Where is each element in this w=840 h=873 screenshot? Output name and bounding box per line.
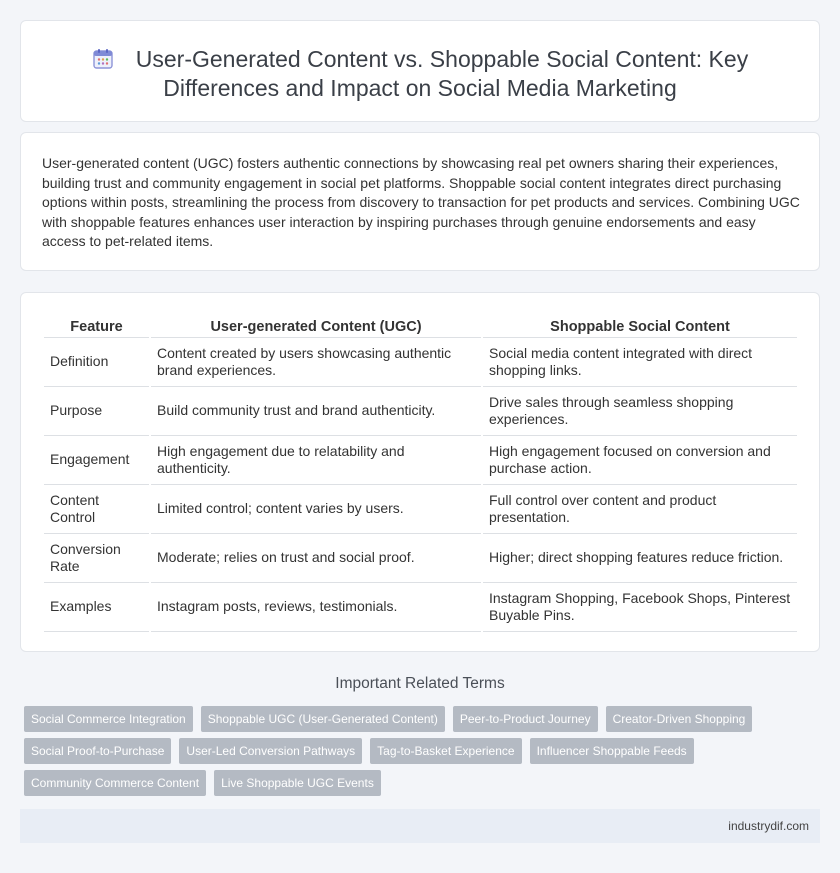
shoppable-cell: Higher; direct shopping features reduce friction. bbox=[483, 534, 797, 583]
ugc-cell: Moderate; relies on trust and social proof. bbox=[151, 534, 481, 583]
related-term-tag[interactable]: Peer-to-Product Journey bbox=[453, 706, 598, 732]
footer bbox=[20, 809, 820, 843]
footer-site-link[interactable]: industrydif.com bbox=[728, 819, 809, 833]
shoppable-cell: Drive sales through seamless shopping experiences. bbox=[483, 387, 797, 436]
page-title bbox=[21, 45, 819, 103]
feature-cell: Purpose bbox=[44, 387, 149, 436]
shoppable-cell: High engagement focused on conversion and purchase action. bbox=[483, 436, 797, 485]
header-feature: Feature bbox=[44, 316, 149, 338]
table-row bbox=[44, 338, 797, 387]
feature-cell: Content Control bbox=[44, 485, 149, 534]
table-row bbox=[44, 387, 797, 436]
table-row bbox=[44, 436, 797, 485]
comparison-table bbox=[42, 316, 799, 632]
title-line-1: User-Generated Content vs. Shoppable Social Content: Key bbox=[135, 46, 749, 72]
feature-cell: Engagement bbox=[44, 436, 149, 485]
ugc-cell: High engagement due to relatability and authenticity. bbox=[151, 436, 481, 485]
related-term-tag[interactable]: Social Proof-to-Purchase bbox=[24, 738, 171, 764]
related-term-tag[interactable]: Creator-Driven Shopping bbox=[606, 706, 753, 732]
related-term-tag[interactable]: User-Led Conversion Pathways bbox=[179, 738, 362, 764]
comparison-card bbox=[20, 292, 820, 652]
related-term-tag[interactable]: Influencer Shoppable Feeds bbox=[530, 738, 694, 764]
ugc-cell: Limited control; content varies by users. bbox=[151, 485, 481, 534]
table-row bbox=[44, 485, 797, 534]
table-row bbox=[44, 583, 797, 632]
shoppable-cell: Social media content integrated with direct shopping links. bbox=[483, 338, 797, 387]
feature-cell: Definition bbox=[44, 338, 149, 387]
related-term-tag[interactable]: Live Shoppable UGC Events bbox=[214, 770, 381, 796]
related-term-tag[interactable]: Social Commerce Integration bbox=[24, 706, 193, 732]
related-terms-list bbox=[24, 706, 804, 802]
related-terms-heading: Important Related Terms bbox=[335, 675, 505, 692]
intro-paragraph: User-generated content (UGC) fosters authentic connections by showcasing real pet owners sharing their experiences, building trust and community engagement in social pet platforms. Shoppable social content integrates direct purchasing options within posts, streamlining the process from discovery to transaction for pet products and services. Combining UGC with shoppable features enhances user interaction by inspiring purchases through genuine endorsements and easy access to pet-related items. bbox=[42, 155, 800, 250]
title-line-2: Differences and Impact on Social Media Marketing bbox=[163, 75, 677, 101]
related-term-tag[interactable]: Tag-to-Basket Experience bbox=[370, 738, 521, 764]
header-shoppable: Shoppable Social Content bbox=[483, 316, 797, 338]
ugc-cell: Build community trust and brand authenticity. bbox=[151, 387, 481, 436]
shoppable-cell: Instagram Shopping, Facebook Shops, Pinterest Buyable Pins. bbox=[483, 583, 797, 632]
feature-cell: Conversion Rate bbox=[44, 534, 149, 583]
related-term-tag[interactable]: Shoppable UGC (User-Generated Content) bbox=[201, 706, 445, 732]
table-row bbox=[44, 534, 797, 583]
intro-card bbox=[20, 132, 820, 271]
shoppable-cell: Full control over content and product presentation. bbox=[483, 485, 797, 534]
feature-cell: Examples bbox=[44, 583, 149, 632]
calendar-icon bbox=[92, 48, 114, 70]
title-card bbox=[20, 20, 820, 122]
ugc-cell: Content created by users showcasing authentic brand experiences. bbox=[151, 338, 481, 387]
related-term-tag[interactable]: Community Commerce Content bbox=[24, 770, 206, 796]
ugc-cell: Instagram posts, reviews, testimonials. bbox=[151, 583, 481, 632]
table-header-row bbox=[44, 316, 797, 338]
header-ugc: User-generated Content (UGC) bbox=[151, 316, 481, 338]
